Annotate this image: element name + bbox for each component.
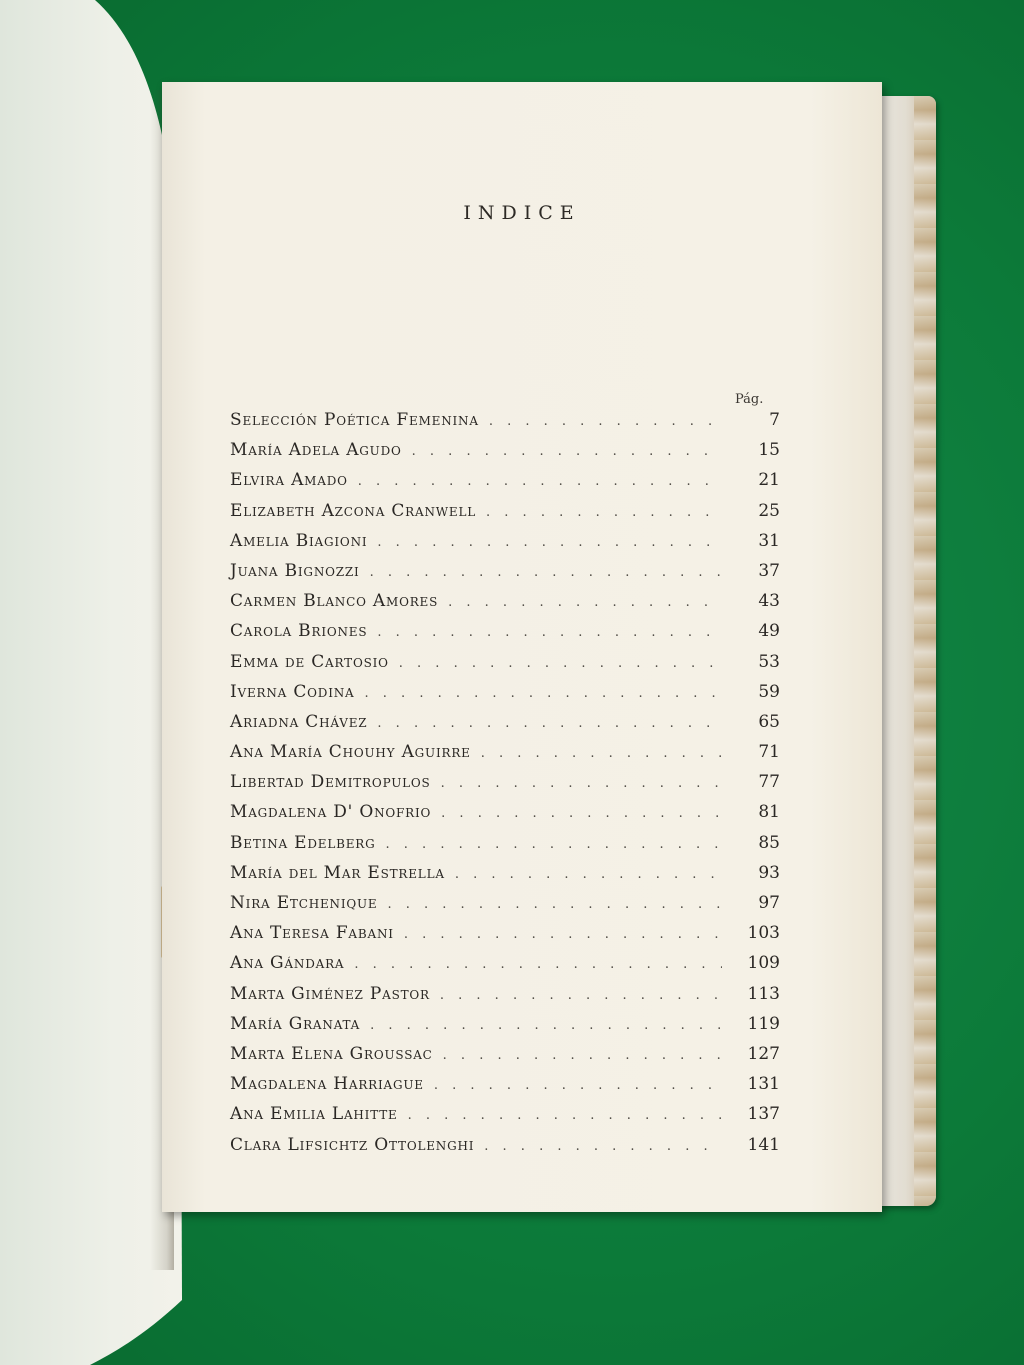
toc-entry <box>230 923 780 953</box>
page-column-label: Pág. <box>735 392 764 407</box>
toc-entry <box>230 501 780 531</box>
author-name: María Adela Agudo <box>230 440 402 461</box>
toc-entry <box>230 802 780 832</box>
dot-leader <box>370 1018 722 1033</box>
page-number: 49 <box>758 621 780 642</box>
toc-entry <box>230 591 780 621</box>
dot-leader <box>399 656 722 671</box>
author-name: Betina Edelberg <box>230 832 376 853</box>
page-number: 127 <box>747 1043 780 1064</box>
table-of-contents <box>230 410 780 1165</box>
dot-leader <box>489 414 722 429</box>
author-name: Ana Teresa Fabani <box>230 923 394 944</box>
dot-leader <box>448 595 722 610</box>
toc-entry <box>230 621 780 651</box>
dot-leader <box>441 806 722 821</box>
author-name: Elvira Amado <box>230 470 348 491</box>
dot-leader <box>377 625 722 640</box>
page-number: 81 <box>758 802 780 823</box>
toc-entry <box>230 440 780 470</box>
page-number: 141 <box>747 1134 780 1155</box>
toc-entry <box>230 712 780 742</box>
author-name: Carola Briones <box>230 621 368 642</box>
dot-leader <box>365 686 722 701</box>
page-number: 137 <box>747 1104 780 1125</box>
author-name: Clara Lifsichtz Ottolenghi <box>230 1134 475 1155</box>
author-name: Ana María Chouhy Aguirre <box>230 742 471 763</box>
author-name: Magdalena D' Onofrio <box>230 802 432 823</box>
author-name: Marta Giménez Pastor <box>230 983 430 1004</box>
page-number: 37 <box>758 560 780 581</box>
dot-leader <box>408 1108 722 1123</box>
dot-leader <box>370 565 722 580</box>
dot-leader <box>412 444 722 459</box>
worn-cover-edge <box>914 96 936 1206</box>
toc-entry <box>230 682 780 712</box>
page-number: 15 <box>758 440 780 461</box>
toc-entry <box>230 863 780 893</box>
page-number: 97 <box>758 893 780 913</box>
page-number: 43 <box>758 591 780 612</box>
page-number: 71 <box>758 742 780 763</box>
author-name: Iverna Codina <box>230 681 355 702</box>
page-number: 85 <box>758 832 780 853</box>
author-name: Elizabeth Azcona Cranwell <box>230 500 477 521</box>
page-number: 103 <box>747 923 780 944</box>
page-number: 21 <box>758 470 780 491</box>
page-number: 77 <box>758 772 780 793</box>
page-title: INDICE <box>463 202 581 224</box>
dot-leader <box>386 837 722 852</box>
author-name: Ana Emilia Lahitte <box>230 1104 398 1125</box>
dot-leader <box>440 988 722 1003</box>
dot-leader <box>455 867 722 882</box>
dot-leader <box>484 1139 722 1154</box>
page-number: 93 <box>758 862 780 883</box>
toc-entry <box>230 561 780 591</box>
author-name: Carmen Blanco Amores <box>230 591 439 612</box>
dot-leader <box>434 1078 722 1093</box>
toc-entry <box>230 1135 780 1165</box>
dot-leader <box>388 897 723 912</box>
toc-entry <box>230 953 780 983</box>
author-name: Emma de Cartosio <box>230 651 389 672</box>
toc-entry <box>230 833 780 863</box>
dot-leader <box>358 474 722 489</box>
page-number: 65 <box>758 711 780 732</box>
author-name: María del Mar Estrella <box>230 862 445 883</box>
author-name: Selección Poética Femenina <box>230 410 479 430</box>
dot-leader <box>377 535 722 550</box>
toc-entry <box>230 984 780 1014</box>
author-name: Marta Elena Groussac <box>230 1043 433 1064</box>
page-number: 119 <box>747 1013 780 1034</box>
dot-leader <box>354 957 722 972</box>
author-name: Libertad Demitropulos <box>230 772 431 793</box>
dot-leader <box>443 1048 722 1063</box>
toc-entry <box>230 1074 780 1104</box>
author-name: Amelia Biagioni <box>230 530 368 551</box>
toc-entry <box>230 742 780 772</box>
page-number: 53 <box>758 651 780 672</box>
toc-entry <box>230 470 780 500</box>
toc-entry <box>230 1044 780 1074</box>
toc-entry <box>230 893 780 923</box>
page-number: 131 <box>747 1074 780 1095</box>
author-name: Magdalena Harriague <box>230 1074 424 1095</box>
toc-entry <box>230 410 780 440</box>
author-name: Juana Bignozzi <box>230 560 360 581</box>
page-number: 109 <box>747 953 780 974</box>
page-number: 31 <box>758 530 780 551</box>
dot-leader <box>377 716 722 731</box>
toc-entry <box>230 1104 780 1134</box>
page-number: 25 <box>758 500 780 521</box>
toc-entry <box>230 652 780 682</box>
author-name: Nira Etchenique <box>230 893 378 913</box>
author-name: Ariadna Chávez <box>230 711 368 732</box>
page-number: 59 <box>758 681 780 702</box>
dot-leader <box>486 505 722 520</box>
toc-entry <box>230 1014 780 1044</box>
toc-entry <box>230 772 780 802</box>
author-name: Ana Gándara <box>230 953 345 974</box>
page-number: 7 <box>769 410 780 430</box>
index-page <box>162 82 882 1212</box>
dot-leader <box>441 776 722 791</box>
toc-entry <box>230 531 780 561</box>
page-number: 113 <box>747 983 780 1004</box>
dot-leader <box>481 746 722 761</box>
dot-leader <box>404 927 722 942</box>
author-name: María Granata <box>230 1013 361 1034</box>
